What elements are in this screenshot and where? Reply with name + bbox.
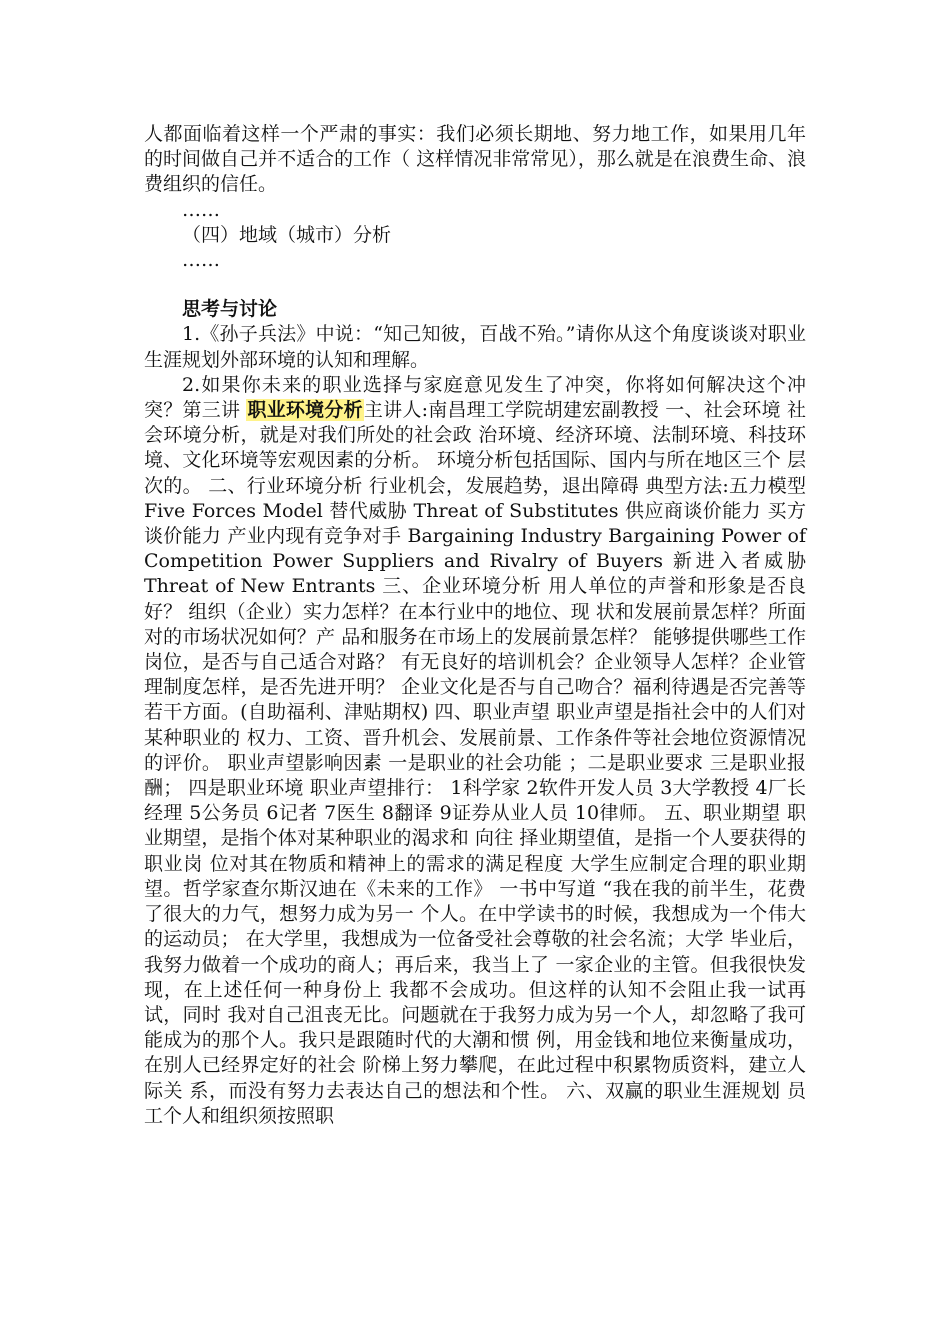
question-1: 1.《孙子兵法》中说：“知己知彼，百战不殆。”请你从这个角度谈谈对职业生涯规划外部环境的认知和理解。	[144, 323, 806, 371]
section-heading-region-analysis: （四）地域（城市）分析	[182, 223, 392, 246]
document-body	[144, 122, 806, 1129]
ellipsis-2: ……	[182, 249, 220, 272]
question-2	[144, 373, 806, 1129]
ellipsis-1: ……	[182, 198, 220, 221]
discussion-heading: 思考与讨论	[182, 298, 278, 321]
question-2-text: 2.如果你未来的职业选择与家庭意见发生了冲突，你将如何解决这个冲突？第三讲	[144, 373, 806, 422]
lecture-body-text: 主讲人:南昌理工学院胡建宏副教授 一、社会环境 社会环境分析，就是对我们所处的社会政 治环境、经济环境、法制环境、科技环 境、文化环境等宏观因素的分析。 环境分析包括国际、国内与所在地区三个 层次的。 二、行业环境分析 行业机会，发展趋势，退出障碍 典型方法:五力模型 Five Forces Model 替代威胁 Threat of Substitutes 供应商谈价能力 买方谈价能力 产业内现有竞争对手 Bargaining Industry Bargaining Power of Competition Power Suppliers and Rivalry of Buyers 新进入者威胁 Threat of New Entrants 三、企业环境分析 用人单位的声誉和形象是否良好？ 组织（企业）实力怎样？在本行业中的地位、现 状和发展前景怎样？所面对的市场状况如何？产 品和服务在市场上的发展前景怎样？ 能够提供哪些工作岗位，是否与自己适合对路？ 有无良好的培训机会？企业领导人怎样？企业管 理制度怎样，是否先进开明？ 企业文化是否与自己吻合？福利待遇是否完善等 若干方面。(自助福利、津贴期权) 四、职业声望 职业声望是指社会中的人们对某种职业的 权力、工资、晋升机会、发展前景、工作条件等社会地位资源情况的评价。 职业声望影响因素 一是职业的社会功能 ；二是职业要求 三是职业报酬； 四是职业环境 职业声望排行： 1科学家 2软件开发人员 3大学教授 4厂长经理 5公务员 6记者 7医生 8翻译 9证券从业人员 10律师。 五、职业期望 职业期望，是指个体对某种职业的渴求和 向往 择业期望值，是指一个人要获得的职业岗 位对其在物质和精神上的需求的满足程度 大学生应制定合理的职业期望。哲学家查尔斯汉迪在《未来的工作》 一书中写道 “我在我的前半生，花费了很大的力气，想努力成为另一 个人。在中学读书的时候，我想成为一个伟大的运动员； 在大学里，我想成为一位备受社会尊敬的社会名流；大学 毕业后，我努力做着一个成功的商人；再后来，我当上了 一家企业的主管。但我很快发现，在上述任何一种身份上 我都不会成功。但这样的认知不会阻止我一试再试，同时 我对自己沮丧无比。问题就在于我努力成为另一个人，却忽略了我可能成为的那个人。我只是跟随时代的大潮和惯 例，用金钱和地位来衡量成功，在别人已经界定好的社会 阶梯上努力攀爬，在此过程中积累物质资料，建立人际关 系，而没有努力去表达自己的想法和个性。 六、双赢的职业生涯规划 员工个人和组织须按照职	[144, 399, 806, 1127]
highlighted-title: 职业环境分析	[247, 399, 363, 422]
paragraph-intro: 人都面临着这样一个严肃的事实：我们必须长期地、努力地工作，如果用几年的时间做自己并不适合的工作（ 这样情况非常常见），那么就是在浪费生命、浪费组织的信任。	[144, 123, 806, 196]
